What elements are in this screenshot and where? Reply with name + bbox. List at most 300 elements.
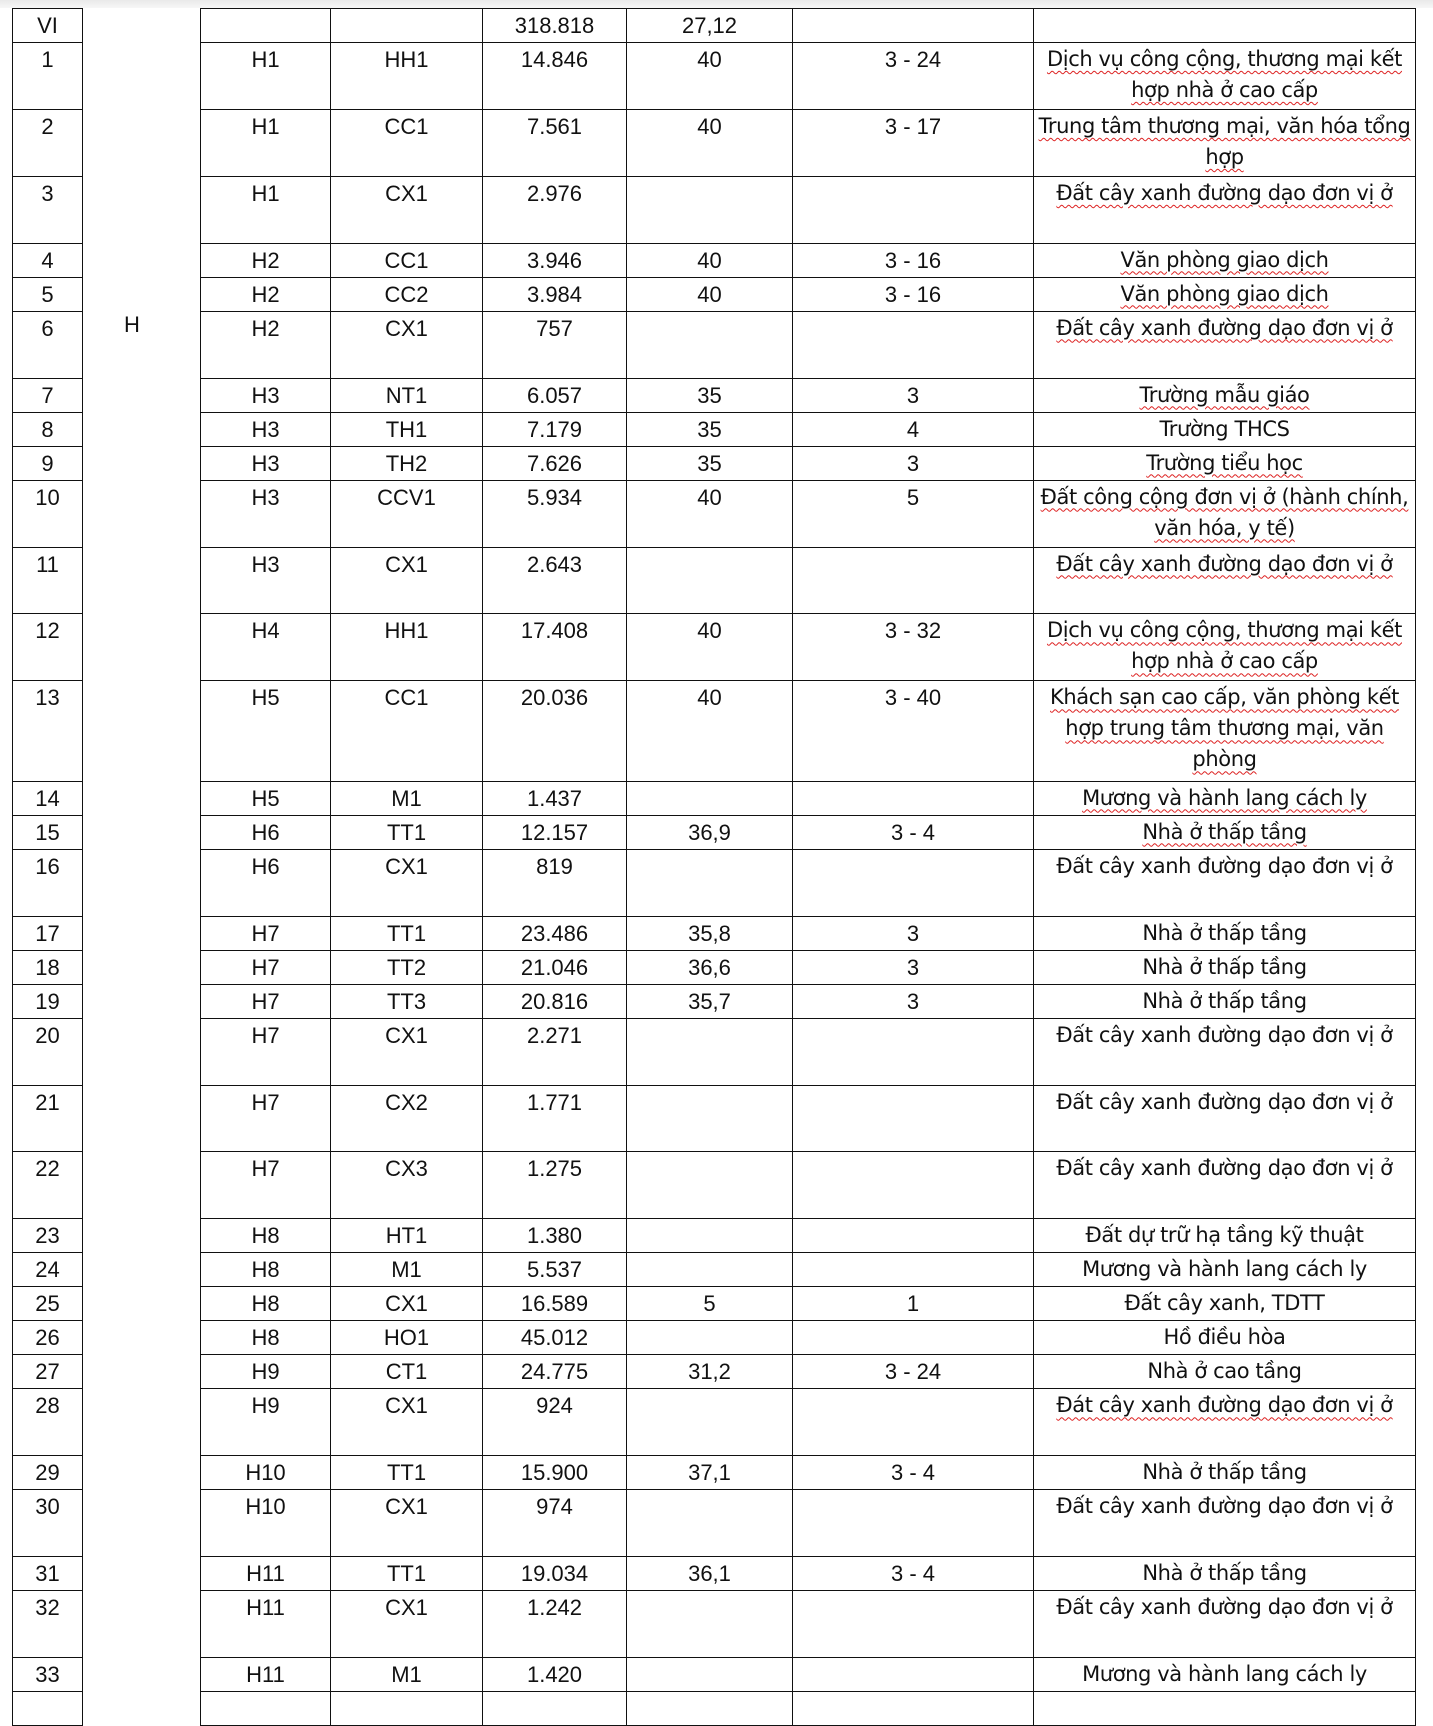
row-floors [793,176,1034,243]
row-block: H8 [201,1253,331,1287]
row-floors [793,1219,1034,1253]
row-lot-code: CX3 [331,1152,483,1219]
row-function [1034,1085,1416,1152]
row-lot-code: HH1 [331,43,483,110]
row-function [1034,1287,1416,1321]
row-floors: 3 [793,378,1034,412]
group-cell [83,614,201,681]
row-density [627,1321,793,1355]
row-function [1034,480,1416,547]
table-row [13,815,1416,849]
row-lot-code: CC1 [331,243,483,277]
group-cell [83,277,201,311]
row-function [1034,1591,1416,1658]
row-function [1034,277,1416,311]
row-lot-code: HT1 [331,1219,483,1253]
function-text: Văn phòng giao dịch [1120,247,1329,272]
row-stt: 28 [13,1389,83,1456]
empty-cell [483,1692,627,1726]
row-floors: 3 - 24 [793,43,1034,110]
row-floors: 3 - 17 [793,109,1034,176]
row-density: 40 [627,681,793,781]
row-area: 924 [483,1389,627,1456]
empty-cell [13,1692,83,1726]
row-density: 35 [627,412,793,446]
row-block: H3 [201,480,331,547]
function-text: Đất cây xanh đường dạo đơn vị ở [1056,315,1393,340]
row-density [627,1389,793,1456]
row-function [1034,1557,1416,1591]
function-text: Trường THCS [1159,416,1290,441]
row-function [1034,109,1416,176]
row-density: 36,6 [627,950,793,984]
table-row [13,547,1416,614]
row-function [1034,916,1416,950]
row-area: 2.271 [483,1018,627,1085]
row-density: 40 [627,43,793,110]
summary-floors [793,9,1034,43]
row-stt: 16 [13,849,83,916]
row-block: H6 [201,849,331,916]
row-block: H10 [201,1490,331,1557]
row-block: H3 [201,378,331,412]
table-row [13,681,1416,781]
row-function [1034,176,1416,243]
row-function [1034,43,1416,110]
row-lot-code: CC1 [331,681,483,781]
row-stt: 20 [13,1018,83,1085]
row-stt: 13 [13,681,83,781]
row-density: 5 [627,1287,793,1321]
group-cell [83,1389,201,1456]
row-function [1034,1152,1416,1219]
page-top-shade [0,0,1433,8]
row-lot-code: M1 [331,781,483,815]
row-density: 36,9 [627,815,793,849]
row-floors [793,547,1034,614]
row-area: 3.946 [483,243,627,277]
row-stt: 30 [13,1490,83,1557]
row-floors [793,781,1034,815]
row-lot-code: TT1 [331,1557,483,1591]
summary-block [201,9,331,43]
empty-cell [201,1692,331,1726]
group-cell [83,43,201,110]
table-row [13,1557,1416,1591]
row-lot-code: HO1 [331,1321,483,1355]
row-area: 1.437 [483,781,627,815]
row-stt: 1 [13,43,83,110]
row-block: H2 [201,311,331,378]
row-lot-code: CX1 [331,1287,483,1321]
table-row [13,1355,1416,1389]
row-floors: 3 [793,446,1034,480]
row-function [1034,815,1416,849]
group-cell [83,378,201,412]
row-block: H6 [201,815,331,849]
row-function [1034,1321,1416,1355]
row-block: H3 [201,412,331,446]
row-block: H3 [201,547,331,614]
row-block: H8 [201,1219,331,1253]
group-cell [83,1219,201,1253]
group-label: H [124,312,140,337]
group-cell [83,815,201,849]
row-lot-code: TT1 [331,916,483,950]
table-row [13,849,1416,916]
row-function [1034,1389,1416,1456]
group-cell [83,243,201,277]
group-cell [83,1355,201,1389]
table-row-continued [13,1692,1416,1726]
row-area: 21.046 [483,950,627,984]
function-text: Đất cây xanh đường dạo đơn vị ở [1056,1595,1393,1620]
group-cell [83,1321,201,1355]
row-stt: 17 [13,916,83,950]
row-area: 1.420 [483,1658,627,1692]
row-block: H5 [201,681,331,781]
row-density: 40 [627,614,793,681]
row-lot-code: CX2 [331,1085,483,1152]
table-row [13,1152,1416,1219]
table-row [13,277,1416,311]
row-block: H4 [201,614,331,681]
group-cell [83,547,201,614]
row-lot-code: CX1 [331,1490,483,1557]
row-lot-code: CC1 [331,109,483,176]
row-stt: 31 [13,1557,83,1591]
row-function [1034,950,1416,984]
row-floors: 3 [793,950,1034,984]
table-row [13,412,1416,446]
row-block: H1 [201,43,331,110]
table-row [13,614,1416,681]
function-text: Trường tiểu học [1146,450,1303,475]
row-lot-code: CX1 [331,547,483,614]
row-block: H9 [201,1355,331,1389]
row-stt: 3 [13,176,83,243]
row-floors: 3 - 4 [793,1557,1034,1591]
table-row [13,1253,1416,1287]
row-block: H11 [201,1658,331,1692]
row-area: 1.380 [483,1219,627,1253]
group-cell [83,1085,201,1152]
group-cell [83,1490,201,1557]
row-area: 20.816 [483,984,627,1018]
row-floors [793,1658,1034,1692]
function-text: Nhà ở thấp tầng [1142,1460,1307,1485]
function-text: Đất công cộng đơn vị ở (hành chính, văn hóa, y tế) [1040,484,1409,540]
group-cell [83,1287,201,1321]
row-function [1034,1253,1416,1287]
row-function [1034,1219,1416,1253]
row-lot-code: M1 [331,1253,483,1287]
row-stt: 22 [13,1152,83,1219]
row-stt: 26 [13,1321,83,1355]
table-row [13,781,1416,815]
row-stt: 11 [13,547,83,614]
table-row [13,1219,1416,1253]
row-floors: 3 - 4 [793,815,1034,849]
row-lot-code: TT3 [331,984,483,1018]
row-floors [793,1253,1034,1287]
group-cell [83,849,201,916]
row-floors [793,1321,1034,1355]
table-row [13,950,1416,984]
row-lot-code: CX1 [331,1018,483,1085]
row-stt: 8 [13,412,83,446]
row-block: H10 [201,1456,331,1490]
group-cell [83,1456,201,1490]
row-stt: 4 [13,243,83,277]
row-density: 40 [627,277,793,311]
row-stt: 9 [13,446,83,480]
row-function [1034,781,1416,815]
table-row [13,1287,1416,1321]
row-density [627,1219,793,1253]
table-row [13,109,1416,176]
function-text: Đất dự trữ hạ tầng kỹ thuật [1085,1223,1364,1248]
row-block: H8 [201,1321,331,1355]
row-stt: 32 [13,1591,83,1658]
table-row [13,43,1416,110]
row-area: 24.775 [483,1355,627,1389]
function-text: Đất cây xanh đường dạo đơn vị ở [1056,1089,1393,1114]
summary-lot-code [331,9,483,43]
row-floors: 1 [793,1287,1034,1321]
function-text: Trường mẫu giáo [1139,382,1310,407]
row-density: 37,1 [627,1456,793,1490]
row-floors [793,1018,1034,1085]
group-cell [83,446,201,480]
row-area: 3.984 [483,277,627,311]
row-density [627,849,793,916]
row-block: H7 [201,1018,331,1085]
row-block: H3 [201,446,331,480]
group-cell [83,1152,201,1219]
table-row [13,916,1416,950]
row-floors: 3 - 32 [793,614,1034,681]
row-stt: 12 [13,614,83,681]
row-area: 6.057 [483,378,627,412]
row-floors [793,1085,1034,1152]
row-lot-code: CC2 [331,277,483,311]
table-row [13,1085,1416,1152]
row-density: 35 [627,378,793,412]
function-text: Đát cây xanh đường dạo đơn vị ở [1056,1393,1393,1418]
row-function [1034,1658,1416,1692]
row-stt: 15 [13,815,83,849]
row-area: 19.034 [483,1557,627,1591]
function-text: Dịch vụ công cộng, thương mại kết hợp nhà ở cao cấp [1046,47,1402,102]
row-density [627,781,793,815]
row-lot-code: M1 [331,1658,483,1692]
group-cell [83,412,201,446]
row-stt: 7 [13,378,83,412]
row-density: 36,1 [627,1557,793,1591]
empty-cell [1034,1692,1416,1726]
row-lot-code: CT1 [331,1355,483,1389]
row-density [627,1085,793,1152]
group-cell [83,176,201,243]
summary-stt: VI [13,9,83,43]
row-area: 5.934 [483,480,627,547]
row-function [1034,378,1416,412]
row-stt: 21 [13,1085,83,1152]
summary-function [1034,9,1416,43]
function-text: Văn phòng giao dịch [1120,281,1329,306]
row-stt: 14 [13,781,83,815]
empty-cell [331,1692,483,1726]
row-density: 31,2 [627,1355,793,1389]
function-text: Đất cây xanh đường dạo đơn vị ở [1056,551,1393,576]
row-area: 45.012 [483,1321,627,1355]
row-area: 20.036 [483,681,627,781]
row-density [627,1490,793,1557]
row-floors: 3 - 4 [793,1456,1034,1490]
row-area: 7.561 [483,109,627,176]
row-function [1034,412,1416,446]
group-cell [83,1591,201,1658]
row-area: 1.275 [483,1152,627,1219]
function-text: Trung tâm thương mại, văn hóa tổng hợp [1038,113,1411,169]
group-cell [83,984,201,1018]
table-row [13,1490,1416,1557]
function-text: Nhà ở thấp tầng [1142,988,1307,1013]
group-cell [83,1557,201,1591]
row-block: H5 [201,781,331,815]
table-body [13,9,1416,1726]
group-cell [83,1658,201,1692]
empty-cell [793,1692,1034,1726]
row-lot-code: NT1 [331,378,483,412]
row-floors [793,311,1034,378]
row-function [1034,1456,1416,1490]
row-area: 974 [483,1490,627,1557]
row-floors: 3 - 16 [793,243,1034,277]
function-text: Mương và hành lang cách ly [1082,1257,1367,1282]
row-stt: 2 [13,109,83,176]
row-stt: 27 [13,1355,83,1389]
row-function [1034,984,1416,1018]
row-density [627,547,793,614]
row-area: 23.486 [483,916,627,950]
function-text: Đất cây xanh đường dạo đơn vị ở [1056,1022,1393,1047]
row-lot-code: TT1 [331,815,483,849]
table-row [13,378,1416,412]
function-text: Đất cây xanh, TDTT [1124,1291,1325,1316]
row-area: 2.643 [483,547,627,614]
table-row [13,243,1416,277]
row-lot-code: CX1 [331,176,483,243]
row-area: 1.242 [483,1591,627,1658]
row-floors: 4 [793,412,1034,446]
group-cell [83,781,201,815]
row-floors [793,849,1034,916]
row-block: H9 [201,1389,331,1456]
land-use-table [12,8,1416,1726]
function-text: Nhà ở thấp tầng [1142,819,1307,844]
row-lot-code: TH2 [331,446,483,480]
row-density: 35 [627,446,793,480]
row-block: H8 [201,1287,331,1321]
group-cell [83,9,201,43]
row-function [1034,849,1416,916]
function-text: Mương và hành lang cách ly [1082,785,1367,810]
row-density [627,1658,793,1692]
row-density: 40 [627,480,793,547]
function-text: Đất cây xanh đường dạo đơn vị ở [1056,180,1393,205]
row-floors: 3 - 16 [793,277,1034,311]
row-block: H1 [201,176,331,243]
row-block: H1 [201,109,331,176]
row-lot-code: CX1 [331,1389,483,1456]
row-function [1034,446,1416,480]
function-text: Mương và hành lang cách ly [1082,1662,1367,1687]
row-floors: 3 - 24 [793,1355,1034,1389]
row-area: 16.589 [483,1287,627,1321]
function-text: Hồ điều hòa [1163,1325,1286,1350]
row-density: 35,8 [627,916,793,950]
table-row [13,311,1416,378]
row-block: H11 [201,1557,331,1591]
group-cell [83,916,201,950]
row-stt: 18 [13,950,83,984]
row-function [1034,243,1416,277]
group-cell [83,950,201,984]
row-area: 15.900 [483,1456,627,1490]
row-block: H7 [201,950,331,984]
row-stt: 24 [13,1253,83,1287]
row-function [1034,1355,1416,1389]
summary-area: 318.818 [483,9,627,43]
table-row [13,984,1416,1018]
table-row [13,1591,1416,1658]
table-row [13,1389,1416,1456]
row-area: 12.157 [483,815,627,849]
row-area: 7.626 [483,446,627,480]
group-cell [83,681,201,781]
row-lot-code: CX1 [331,1591,483,1658]
row-stt: 5 [13,277,83,311]
row-stt: 23 [13,1219,83,1253]
row-density: 40 [627,243,793,277]
row-block: H7 [201,1085,331,1152]
table-row [13,446,1416,480]
row-lot-code: CX1 [331,849,483,916]
row-density [627,1591,793,1658]
summary-row [13,9,1416,43]
row-function [1034,681,1416,781]
row-floors: 5 [793,480,1034,547]
row-stt: 6 [13,311,83,378]
group-cell [83,480,201,547]
row-stt: 25 [13,1287,83,1321]
function-text: Đất cây xanh đường dạo đơn vị ở [1056,853,1393,878]
row-floors [793,1490,1034,1557]
row-floors: 3 [793,984,1034,1018]
row-floors: 3 - 40 [793,681,1034,781]
row-block: H7 [201,984,331,1018]
row-area: 7.179 [483,412,627,446]
table-row [13,176,1416,243]
row-block: H11 [201,1591,331,1658]
row-function [1034,1018,1416,1085]
row-lot-code: TT1 [331,1456,483,1490]
group-cell [83,1253,201,1287]
row-density [627,1253,793,1287]
row-density [627,176,793,243]
